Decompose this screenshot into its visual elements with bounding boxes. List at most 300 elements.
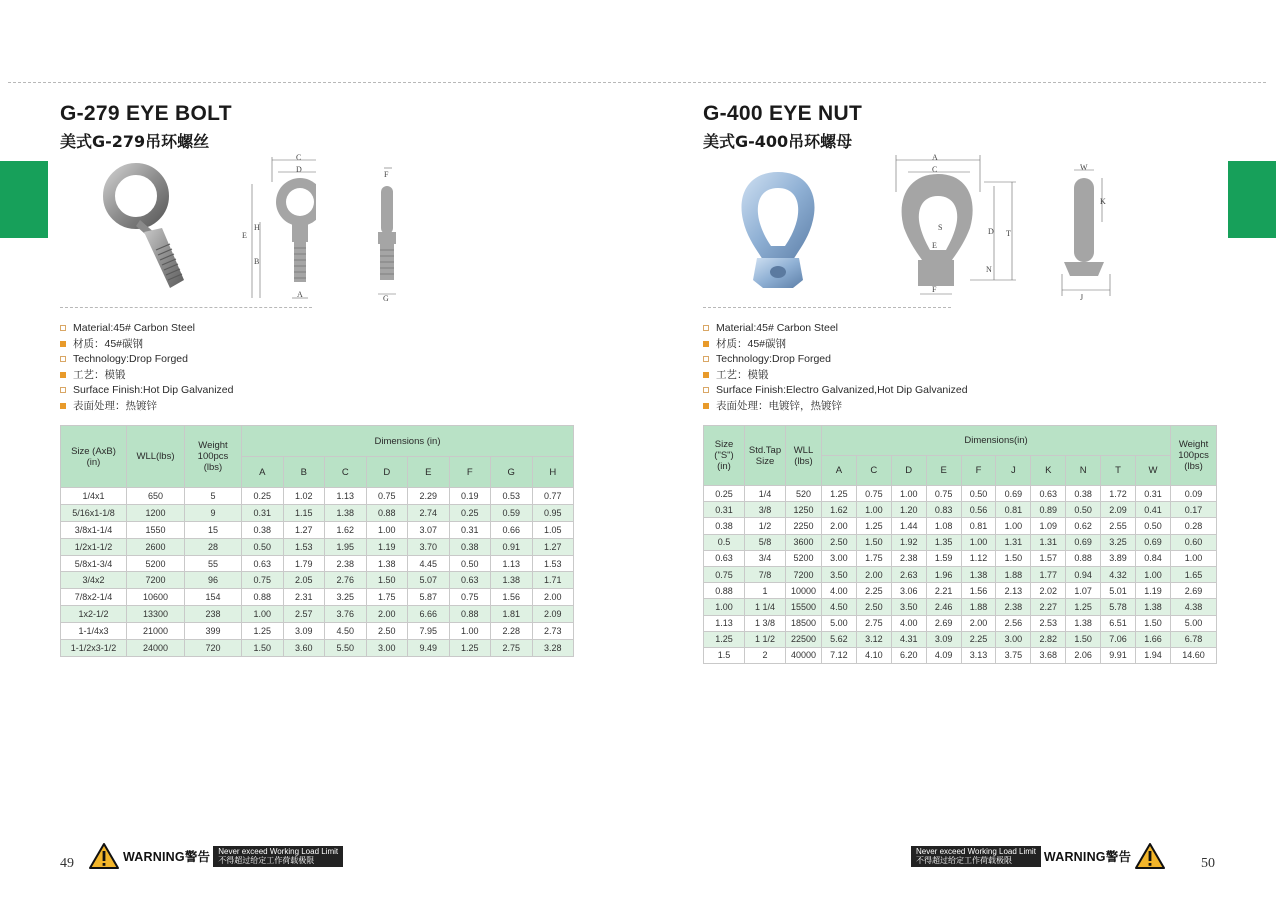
- table-cell: 0.75: [926, 486, 961, 502]
- table-cell: 0.62: [1066, 518, 1101, 534]
- table-cell: 2.21: [926, 583, 961, 599]
- table-cell: 1.44: [891, 518, 926, 534]
- col-size-header: Size (AxB) (in): [61, 426, 127, 488]
- label-s: S: [938, 223, 943, 232]
- dim-col-header: D: [891, 456, 926, 486]
- table-cell: 2.38: [325, 555, 367, 572]
- table-cell: 1.25: [856, 518, 891, 534]
- table-cell: 1.13: [491, 555, 533, 572]
- table-cell: 0.31: [449, 521, 491, 538]
- table-cell: 2.75: [856, 615, 891, 631]
- table-cell: 1.25: [822, 486, 857, 502]
- table-cell: 13300: [127, 606, 185, 623]
- label-d: D: [988, 227, 994, 236]
- table-cell: 7200: [786, 566, 822, 582]
- table-cell: 0.75: [856, 486, 891, 502]
- table-cell: 1.92: [891, 534, 926, 550]
- table-cell: 0.38: [1066, 486, 1101, 502]
- table-cell: 1.66: [1136, 631, 1171, 647]
- table-cell: 3.06: [891, 583, 926, 599]
- spec-item: Material:45# Carbon Steel: [703, 321, 968, 337]
- table-cell: 1.65: [1171, 566, 1217, 582]
- table-cell: 3.12: [856, 631, 891, 647]
- dim-col-header: G: [491, 457, 533, 488]
- table-row: [704, 647, 1217, 663]
- right-product-subtitle: 美式G-400吊环螺母: [703, 132, 853, 151]
- table-cell: 10000: [786, 583, 822, 599]
- eye-bolt-front-diagram: [236, 152, 316, 302]
- table-cell: 1.00: [449, 623, 491, 640]
- table-cell: 1 3/8: [745, 615, 786, 631]
- label-c: C: [932, 165, 938, 174]
- table-cell: 1.38: [961, 566, 996, 582]
- table-row: [61, 623, 574, 640]
- table-cell: 24000: [127, 640, 185, 657]
- table-cell: 1.75: [856, 550, 891, 566]
- table-cell: 2.25: [961, 631, 996, 647]
- table-cell: 2.06: [1066, 647, 1101, 663]
- dim-col-header: H: [532, 457, 574, 488]
- table-cell: 1.53: [283, 538, 325, 555]
- table-cell: 1.19: [366, 538, 408, 555]
- table-cell: 1.00: [891, 486, 926, 502]
- table-cell: 2.09: [1101, 502, 1136, 518]
- table-row: [704, 566, 1217, 582]
- table-cell: 2.00: [532, 589, 574, 606]
- table-row: [704, 534, 1217, 550]
- table-cell: 0.88: [366, 504, 408, 521]
- dim-col-header: E: [408, 457, 450, 488]
- table-cell: 1.72: [1101, 486, 1136, 502]
- dim-col-header: T: [1101, 456, 1136, 486]
- table-cell: 5200: [127, 555, 185, 572]
- table-cell: 1.25: [449, 640, 491, 657]
- table-cell: 4.50: [325, 623, 367, 640]
- table-cell: 6.51: [1101, 615, 1136, 631]
- table-cell: 0.75: [366, 488, 408, 505]
- label-b: B: [254, 257, 260, 266]
- label-t: T: [1006, 229, 1011, 238]
- col-wll-header: WLL(lbs): [127, 426, 185, 488]
- col-dimensions-header: Dimensions (in): [242, 426, 574, 457]
- table-cell: 1.31: [1031, 534, 1066, 550]
- table-cell: 2.82: [1031, 631, 1066, 647]
- table-cell: 1.38: [325, 504, 367, 521]
- table-row: [704, 486, 1217, 502]
- table-cell: 15: [185, 521, 242, 538]
- table-cell: 5.01: [1101, 583, 1136, 599]
- table-cell: 0.19: [449, 488, 491, 505]
- table-cell: 2.69: [926, 615, 961, 631]
- table-cell: 96: [185, 572, 242, 589]
- table-cell: 1.09: [1031, 518, 1066, 534]
- eye-nut-photo: [733, 168, 823, 290]
- table-cell: 1.62: [822, 502, 857, 518]
- table-cell: 3.76: [325, 606, 367, 623]
- table-cell: 0.66: [491, 521, 533, 538]
- table-cell: 2.29: [408, 488, 450, 505]
- table-cell: 0.25: [704, 486, 745, 502]
- table-cell: 3.68: [1031, 647, 1066, 663]
- spec-item: Technology:Drop Forged: [60, 352, 234, 368]
- table-cell: 2.13: [996, 583, 1031, 599]
- table-cell: 0.38: [704, 518, 745, 534]
- left-page-number: 49: [60, 856, 74, 871]
- table-cell: 3.89: [1101, 550, 1136, 566]
- col-size-header: Size ("S") (in): [704, 426, 745, 486]
- table-cell: 0.09: [1171, 486, 1217, 502]
- label-g: G: [383, 294, 389, 302]
- table-cell: 1.56: [961, 583, 996, 599]
- table-cell: 720: [185, 640, 242, 657]
- table-cell: 1.00: [242, 606, 284, 623]
- label-n: N: [986, 265, 992, 274]
- table-cell: 22500: [786, 631, 822, 647]
- table-cell: 0.63: [449, 572, 491, 589]
- table-cell: 0.69: [996, 486, 1031, 502]
- col-weight-header: Weight 100pcs (lbs): [185, 426, 242, 488]
- table-cell: 1.79: [283, 555, 325, 572]
- table-cell: 1.00: [1171, 550, 1217, 566]
- table-cell: 3.60: [283, 640, 325, 657]
- table-cell: 1.12: [961, 550, 996, 566]
- table-cell: 3/8: [745, 502, 786, 518]
- table-cell: 1250: [786, 502, 822, 518]
- table-cell: 1/4x1: [61, 488, 127, 505]
- table-cell: 1.35: [926, 534, 961, 550]
- eye-bolt-spec-table: [60, 425, 574, 657]
- table-cell: 0.50: [1066, 502, 1101, 518]
- table-cell: 0.38: [449, 538, 491, 555]
- table-cell: 0.25: [242, 488, 284, 505]
- table-cell: 1.81: [491, 606, 533, 623]
- eye-bolt-side-diagram: [370, 164, 406, 302]
- table-cell: 18500: [786, 615, 822, 631]
- table-cell: 0.63: [242, 555, 284, 572]
- table-cell: 0.50: [961, 486, 996, 502]
- table-cell: 2.56: [996, 615, 1031, 631]
- table-cell: 1.02: [283, 488, 325, 505]
- table-cell: 0.75: [242, 572, 284, 589]
- dim-col-header: C: [325, 457, 367, 488]
- table-cell: 2.46: [926, 599, 961, 615]
- dim-col-header: N: [1066, 456, 1101, 486]
- table-cell: 0.53: [491, 488, 533, 505]
- table-cell: 5/16x1-1/8: [61, 504, 127, 521]
- table-cell: 7200: [127, 572, 185, 589]
- table-cell: 1.00: [856, 502, 891, 518]
- table-cell: 2.57: [283, 606, 325, 623]
- table-cell: 1.88: [996, 566, 1031, 582]
- table-cell: 1.38: [1136, 599, 1171, 615]
- table-cell: 7/8x2-1/4: [61, 589, 127, 606]
- eye-nut-front-diagram: [890, 152, 1030, 298]
- table-cell: 6.78: [1171, 631, 1217, 647]
- table-cell: 0.25: [449, 504, 491, 521]
- table-cell: 2.74: [408, 504, 450, 521]
- label-a: A: [297, 290, 303, 299]
- left-spec-list: [60, 321, 234, 415]
- table-cell: 4.00: [822, 583, 857, 599]
- table-cell: 1.56: [491, 589, 533, 606]
- table-cell: 0.59: [491, 504, 533, 521]
- table-cell: 1.20: [891, 502, 926, 518]
- table-cell: 2.09: [532, 606, 574, 623]
- table-cell: 5/8: [745, 534, 786, 550]
- table-cell: 1.13: [325, 488, 367, 505]
- warning-line-en: Never exceed Working Load Limit: [916, 846, 1036, 856]
- table-cell: 0.95: [532, 504, 574, 521]
- table-cell: 2.76: [325, 572, 367, 589]
- table-cell: 2.00: [366, 606, 408, 623]
- left-green-tab: [0, 161, 48, 238]
- warning-line-cn: 不得超过给定工作荷载极限: [916, 856, 1012, 865]
- table-cell: 1.27: [532, 538, 574, 555]
- table-cell: 0.63: [704, 550, 745, 566]
- table-cell: 9: [185, 504, 242, 521]
- label-e: E: [242, 231, 247, 240]
- table-cell: 5.62: [822, 631, 857, 647]
- label-c: C: [296, 153, 302, 162]
- table-cell: 2.27: [1031, 599, 1066, 615]
- table-cell: 0.28: [1171, 518, 1217, 534]
- right-warning-banner: [911, 843, 1166, 869]
- col-weight-header: Weight 100pcs (lbs): [1171, 426, 1217, 486]
- table-cell: 0.81: [996, 502, 1031, 518]
- table-cell: 7.95: [408, 623, 450, 640]
- table-cell: 1.15: [283, 504, 325, 521]
- table-row: [61, 640, 574, 657]
- dim-col-header: F: [449, 457, 491, 488]
- table-cell: 3.13: [961, 647, 996, 663]
- table-cell: 3.00: [996, 631, 1031, 647]
- table-cell: 5.00: [822, 615, 857, 631]
- table-cell: 1.00: [996, 518, 1031, 534]
- table-cell: 1.50: [856, 534, 891, 550]
- table-cell: 0.83: [926, 502, 961, 518]
- left-product-subtitle: 美式G-279吊环螺丝: [60, 132, 210, 151]
- table-cell: 0.69: [1136, 534, 1171, 550]
- table-cell: 1.08: [926, 518, 961, 534]
- dim-col-header: J: [996, 456, 1031, 486]
- table-cell: 0.84: [1136, 550, 1171, 566]
- table-cell: 0.88: [449, 606, 491, 623]
- table-cell: 7.06: [1101, 631, 1136, 647]
- table-cell: 1.50: [242, 640, 284, 657]
- table-cell: 3.09: [283, 623, 325, 640]
- left-product-title: G-279 EYE BOLT: [60, 102, 232, 125]
- table-cell: 6.66: [408, 606, 450, 623]
- table-cell: 0.63: [1031, 486, 1066, 502]
- table-cell: 4.50: [822, 599, 857, 615]
- label-h: H: [254, 223, 260, 232]
- table-cell: 10600: [127, 589, 185, 606]
- warning-label: WARNING警告: [123, 850, 211, 864]
- table-cell: 1.07: [1066, 583, 1101, 599]
- table-cell: 0.31: [242, 504, 284, 521]
- table-cell: 6.20: [891, 647, 926, 663]
- warning-label: WARNING警告: [1043, 850, 1132, 864]
- table-cell: 3.50: [822, 566, 857, 582]
- left-warning-banner: [88, 843, 343, 869]
- table-row: [61, 521, 574, 538]
- dim-col-header: W: [1136, 456, 1171, 486]
- table-row: [704, 599, 1217, 615]
- table-cell: 1.95: [325, 538, 367, 555]
- table-row: [61, 555, 574, 572]
- table-cell: 5.87: [408, 589, 450, 606]
- table-cell: 14.60: [1171, 647, 1217, 663]
- table-row: [61, 504, 574, 521]
- table-cell: 1 1/2: [745, 631, 786, 647]
- table-cell: 3.09: [926, 631, 961, 647]
- right-page-number: 50: [1201, 856, 1215, 871]
- label-e: E: [932, 241, 937, 250]
- table-cell: 0.50: [449, 555, 491, 572]
- table-cell: 1.77: [1031, 566, 1066, 582]
- table-cell: 0.5: [704, 534, 745, 550]
- table-cell: 2.25: [856, 583, 891, 599]
- table-cell: 5.78: [1101, 599, 1136, 615]
- table-cell: 399: [185, 623, 242, 640]
- table-cell: 1.13: [704, 615, 745, 631]
- table-cell: 0.88: [242, 589, 284, 606]
- table-cell: 2.05: [283, 572, 325, 589]
- warning-triangle-icon: [88, 842, 120, 870]
- table-row: [704, 518, 1217, 534]
- spec-item: Surface Finish:Hot Dip Galvanized: [60, 383, 234, 399]
- table-cell: 2.63: [891, 566, 926, 582]
- table-cell: 0.50: [242, 538, 284, 555]
- table-cell: 238: [185, 606, 242, 623]
- spec-item: 材质：45#碳钢: [703, 337, 968, 353]
- table-cell: 1.53: [532, 555, 574, 572]
- table-cell: 7.12: [822, 647, 857, 663]
- table-cell: 3.50: [891, 599, 926, 615]
- eye-bolt-photo: [100, 162, 196, 298]
- right-section-divider: [703, 307, 951, 308]
- table-cell: 1.25: [242, 623, 284, 640]
- table-cell: 0.41: [1136, 502, 1171, 518]
- table-cell: 1.57: [1031, 550, 1066, 566]
- table-row: [61, 538, 574, 555]
- dim-col-header: D: [366, 457, 408, 488]
- table-cell: 4.38: [1171, 599, 1217, 615]
- table-cell: 5200: [786, 550, 822, 566]
- table-row: [704, 550, 1217, 566]
- table-cell: 4.09: [926, 647, 961, 663]
- table-cell: 5.07: [408, 572, 450, 589]
- table-cell: 3.70: [408, 538, 450, 555]
- table-cell: 3.75: [996, 647, 1031, 663]
- table-cell: 2.00: [856, 566, 891, 582]
- label-d: D: [296, 165, 302, 174]
- warning-line-cn: 不得超过给定工作荷载极限: [218, 856, 315, 865]
- table-cell: 21000: [127, 623, 185, 640]
- table-cell: 40000: [786, 647, 822, 663]
- table-row: [704, 502, 1217, 518]
- table-cell: 1.50: [1066, 631, 1101, 647]
- table-cell: 1x2-1/2: [61, 606, 127, 623]
- col-wll-header: WLL (lbs): [786, 426, 822, 486]
- table-cell: 2.73: [532, 623, 574, 640]
- table-cell: 1.94: [1136, 647, 1171, 663]
- table-cell: 3600: [786, 534, 822, 550]
- dim-col-header: F: [961, 456, 996, 486]
- table-cell: 2.02: [1031, 583, 1066, 599]
- dim-col-header: E: [926, 456, 961, 486]
- table-cell: 28: [185, 538, 242, 555]
- spec-item: 工艺：模锻: [703, 368, 968, 384]
- label-k: K: [1100, 197, 1106, 206]
- table-cell: 3.28: [532, 640, 574, 657]
- table-cell: 0.94: [1066, 566, 1101, 582]
- dim-col-header: B: [283, 457, 325, 488]
- table-cell: 2.00: [822, 518, 857, 534]
- spec-item: 表面处理：热镀锌: [60, 399, 234, 415]
- table-cell: 2600: [127, 538, 185, 555]
- table-cell: 1 1/4: [745, 599, 786, 615]
- table-cell: 4.31: [891, 631, 926, 647]
- table-cell: 0.77: [532, 488, 574, 505]
- table-cell: 2.50: [366, 623, 408, 640]
- table-cell: 5: [185, 488, 242, 505]
- table-cell: 1.50: [366, 572, 408, 589]
- table-cell: 0.81: [961, 518, 996, 534]
- table-cell: 55: [185, 555, 242, 572]
- table-cell: 650: [127, 488, 185, 505]
- table-cell: 1.62: [325, 521, 367, 538]
- table-cell: 3.25: [1101, 534, 1136, 550]
- table-cell: 0.88: [704, 583, 745, 599]
- table-cell: 1.25: [704, 631, 745, 647]
- eye-nut-spec-table: [703, 425, 1217, 664]
- table-cell: 0.75: [704, 566, 745, 582]
- dim-col-header: C: [856, 456, 891, 486]
- table-cell: 3/4x2: [61, 572, 127, 589]
- table-cell: 0.17: [1171, 502, 1217, 518]
- table-cell: 2250: [786, 518, 822, 534]
- label-f: F: [932, 285, 937, 294]
- table-cell: 2.31: [283, 589, 325, 606]
- table-cell: 1.71: [532, 572, 574, 589]
- table-cell: 9.49: [408, 640, 450, 657]
- table-cell: 1.27: [283, 521, 325, 538]
- col-dimensions-header: Dimensions(in): [822, 426, 1171, 456]
- table-cell: 3.25: [325, 589, 367, 606]
- table-cell: 2.69: [1171, 583, 1217, 599]
- table-cell: 1.88: [961, 599, 996, 615]
- eye-nut-side-diagram: [1058, 162, 1118, 302]
- table-cell: 5.00: [1171, 615, 1217, 631]
- table-cell: 0.75: [449, 589, 491, 606]
- table-cell: 1-1/2x3-1/2: [61, 640, 127, 657]
- table-row: [704, 631, 1217, 647]
- table-cell: 520: [786, 486, 822, 502]
- spec-item: 表面处理：电镀锌，热镀锌: [703, 399, 968, 415]
- warning-text-box: [213, 846, 343, 867]
- table-cell: 2.75: [491, 640, 533, 657]
- table-cell: 3.07: [408, 521, 450, 538]
- warning-line-en: Never exceed Working Load Limit: [218, 846, 339, 856]
- spec-item: 材质：45#碳钢: [60, 337, 234, 353]
- table-cell: 5.50: [325, 640, 367, 657]
- table-cell: 2.53: [1031, 615, 1066, 631]
- table-cell: 1.00: [961, 534, 996, 550]
- table-cell: 0.89: [1031, 502, 1066, 518]
- table-cell: 0.69: [1066, 534, 1101, 550]
- table-cell: 1.96: [926, 566, 961, 582]
